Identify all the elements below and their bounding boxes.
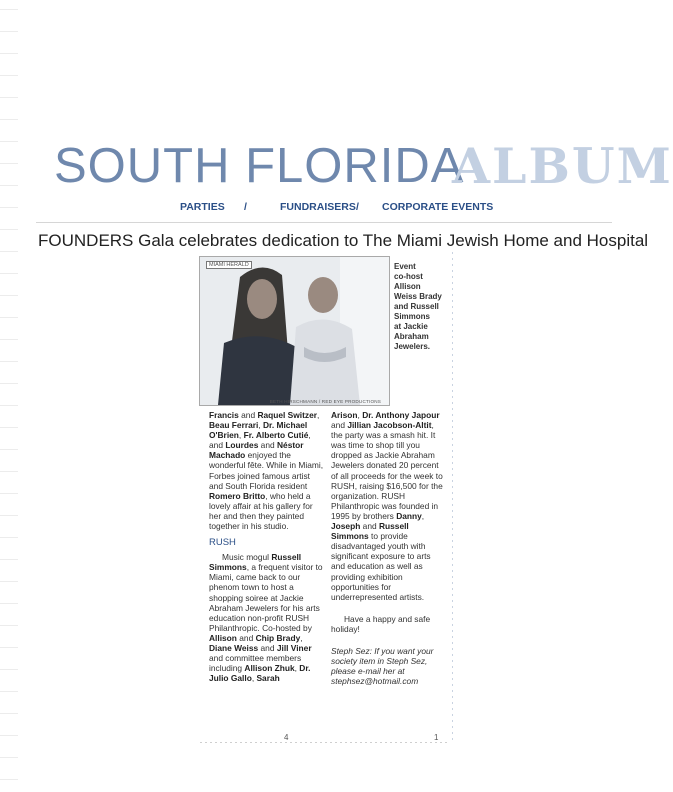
page-number: 4 xyxy=(284,733,289,742)
masthead-title-faded: ALBUM xyxy=(452,137,673,195)
page-number: 1 xyxy=(434,733,439,742)
header-rule xyxy=(36,222,612,223)
masthead xyxy=(54,136,673,196)
footer-rule xyxy=(200,742,450,743)
photo-illustration xyxy=(200,257,389,405)
photo-credit: BETH HIRSCHMANN / RED EYE PRODUCTIONS xyxy=(269,399,381,404)
event-photo xyxy=(199,256,390,406)
nav-separator: / xyxy=(356,201,359,213)
scan-edge-marks xyxy=(0,0,18,792)
photo-caption: Event co-host Allison Weiss Brady and Russell Simmons at Jackie Abraham Jewelers. xyxy=(394,262,442,351)
article-column-right xyxy=(331,410,446,686)
nav-item-corporate-events: CORPORATE EVENTS xyxy=(382,201,494,213)
section-subhead: RUSH xyxy=(209,537,236,549)
photo-stamp: MIAMI HERALD xyxy=(206,261,252,269)
nav-separator: / xyxy=(244,201,247,213)
author-note: Steph Sez: If you want your society item in Steph Sez, please e-mail her at stephsez@hotmail.com xyxy=(331,645,434,687)
paragraph: Arison, Dr. Anthony Japour and Jillian Jacobson-Altit, the party was a smash hit. It was time to shop till you dropped as Jackie Abraham Jewelers donated 20 percent of all proceeds for the week to RUSH, raising $16,500 for the organization. RUSH Philanthropic was founded in 1995 by brothers Danny, Joseph and Russell Simmons to provide disadvantaged youth with significant exposure to arts and education as well as providing exhibition opportunities for underrepresented artists. xyxy=(331,410,443,602)
masthead-title: SOUTH FLORIDA xyxy=(54,139,465,193)
article-column-left xyxy=(209,410,324,683)
column-divider xyxy=(452,252,453,742)
nav-item-parties: PARTIES xyxy=(180,201,225,213)
article-headline: FOUNDERS Gala celebrates dedication to The Miami Jewish Home and Hospital xyxy=(38,231,649,250)
paragraph: Francis and Raquel Switzer, Beau Ferrari, Dr. Michael O'Brien, Fr. Alberto Cutié, and Lourdes and Néstor Machado enjoyed the wonderful fête. While in Miami, Forbes joined famous artist and South Florida resident Romero Britto, who held a lovely affair at his gallery for her and then they painted together in his studio. xyxy=(209,410,324,532)
nav-item-fundraisers: FUNDRAISERS xyxy=(280,201,356,213)
paragraph: Have a happy and safe holiday! xyxy=(331,613,431,634)
section-nav xyxy=(180,199,510,217)
paragraph: Music mogul Russell Simmons, a frequent visitor to Miami, came back to our phenom town to host a shopping soiree at Jackie Abraham Jewelers for his arts education non-profit RUSH Philanthropic. Co-hosted by Allison and Chip Brady, Diane Weiss and Jill Viner and committee members including Allison Zhuk, Dr. Julio Gallo, Sarah xyxy=(209,552,323,684)
